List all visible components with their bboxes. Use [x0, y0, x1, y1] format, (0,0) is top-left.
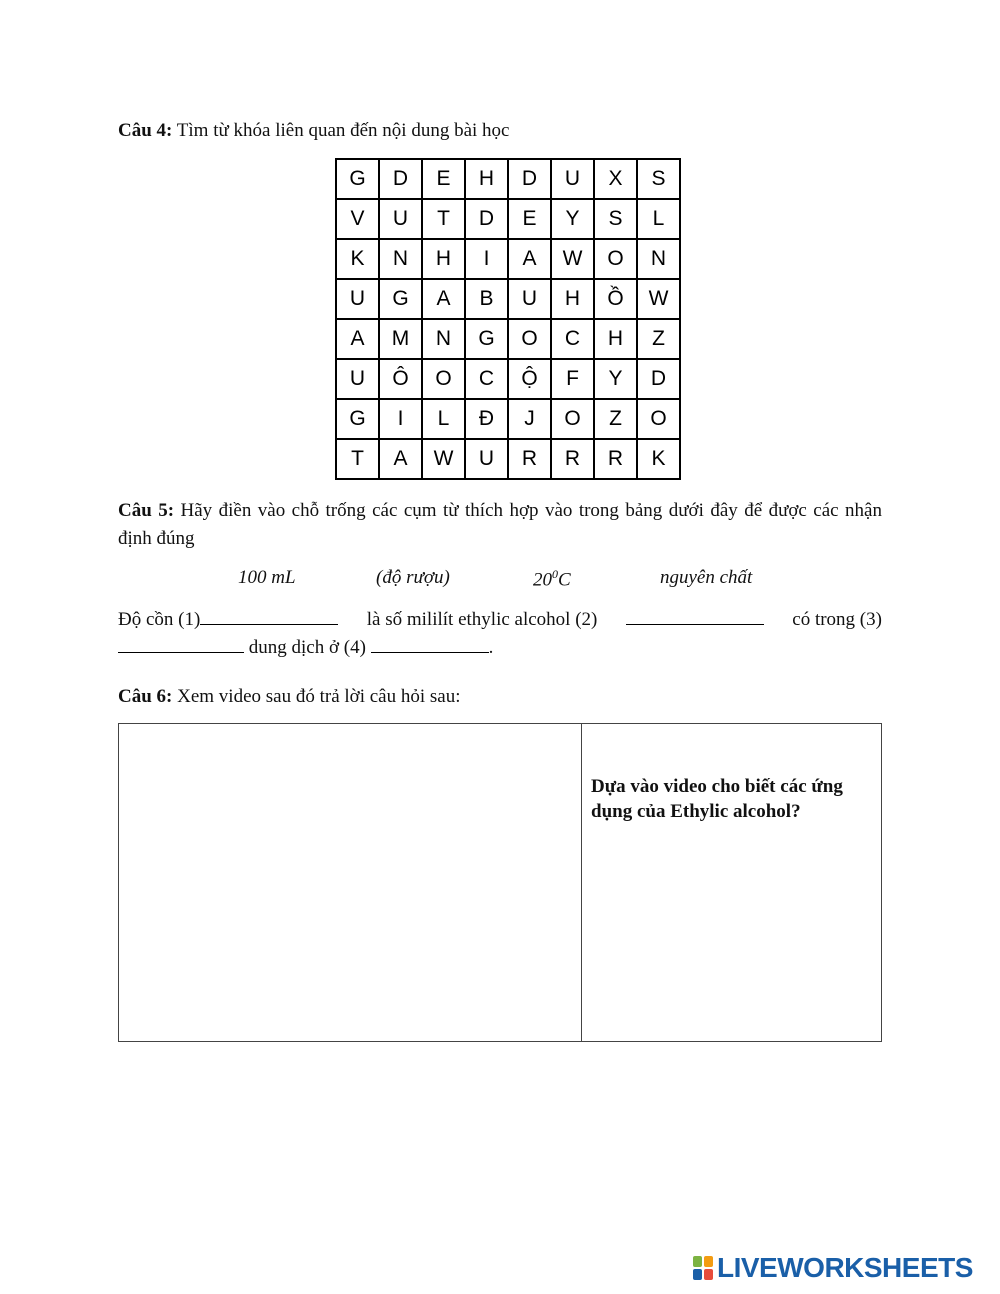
- grid-cell[interactable]: G: [336, 399, 379, 439]
- grid-cell[interactable]: O: [508, 319, 551, 359]
- grid-cell[interactable]: J: [508, 399, 551, 439]
- question-4-title: [118, 120, 510, 142]
- word-bank-20c-degree: 0: [552, 567, 558, 581]
- grid-cell[interactable]: G: [379, 279, 422, 319]
- grid-cell[interactable]: Y: [551, 199, 594, 239]
- video-question: Dựa vào video cho biết các ứng dụng của Ethylic alcohol?: [591, 776, 843, 822]
- word-bank-item-20c[interactable]: [533, 567, 571, 591]
- grid-cell[interactable]: S: [637, 159, 680, 199]
- blank-3[interactable]: [118, 634, 244, 653]
- grid-cell[interactable]: R: [594, 439, 637, 479]
- grid-cell[interactable]: V: [336, 199, 379, 239]
- grid-cell[interactable]: I: [379, 399, 422, 439]
- grid-cell[interactable]: A: [508, 239, 551, 279]
- grid-cell[interactable]: D: [379, 159, 422, 199]
- grid-cell[interactable]: E: [422, 159, 465, 199]
- word-bank-20c-base: 20: [533, 569, 552, 591]
- grid-cell[interactable]: L: [637, 199, 680, 239]
- grid-cell[interactable]: Đ: [465, 399, 508, 439]
- grid-cell[interactable]: G: [465, 319, 508, 359]
- question-6-text: Xem video sau đó trả lời câu hỏi sau:: [172, 686, 461, 707]
- question-6-title: [118, 686, 461, 708]
- grid-cell[interactable]: W: [637, 279, 680, 319]
- word-bank-item-nguyen-chat[interactable]: nguyên chất: [660, 567, 753, 588]
- grid-cell[interactable]: Z: [637, 319, 680, 359]
- grid-cell[interactable]: C: [551, 319, 594, 359]
- grid-cell[interactable]: O: [422, 359, 465, 399]
- grid-row: [336, 279, 680, 319]
- grid-cell[interactable]: L: [422, 399, 465, 439]
- blank-4[interactable]: [371, 634, 489, 653]
- grid-cell[interactable]: H: [422, 239, 465, 279]
- grid-cell[interactable]: D: [465, 199, 508, 239]
- grid-cell[interactable]: Y: [594, 359, 637, 399]
- grid-cell[interactable]: U: [336, 279, 379, 319]
- video-question-table: [118, 723, 882, 1042]
- grid-cell[interactable]: S: [594, 199, 637, 239]
- grid-cell[interactable]: U: [379, 199, 422, 239]
- blank-2[interactable]: [626, 606, 764, 625]
- grid-cell[interactable]: R: [551, 439, 594, 479]
- grid-cell[interactable]: W: [422, 439, 465, 479]
- word-bank-item-100ml[interactable]: 100 mL: [238, 567, 296, 588]
- grid-cell[interactable]: I: [465, 239, 508, 279]
- question-5-label: Câu 5:: [118, 500, 175, 521]
- grid-cell[interactable]: O: [594, 239, 637, 279]
- grid-cell[interactable]: N: [379, 239, 422, 279]
- grid-cell[interactable]: H: [551, 279, 594, 319]
- grid-cell[interactable]: K: [336, 239, 379, 279]
- word-search-table: [335, 158, 681, 480]
- video-placeholder[interactable]: [119, 724, 582, 1041]
- grid-cell[interactable]: G: [336, 159, 379, 199]
- grid-row: [336, 439, 680, 479]
- sentence-part-4: dung dịch ở (4): [248, 637, 366, 658]
- grid-cell[interactable]: Ồ: [594, 279, 637, 319]
- grid-cell[interactable]: T: [422, 199, 465, 239]
- grid-cell[interactable]: A: [336, 319, 379, 359]
- grid-cell[interactable]: K: [637, 439, 680, 479]
- grid-cell[interactable]: F: [551, 359, 594, 399]
- grid-cell[interactable]: U: [336, 359, 379, 399]
- grid-cell[interactable]: H: [465, 159, 508, 199]
- grid-cell[interactable]: U: [551, 159, 594, 199]
- grid-cell[interactable]: U: [508, 279, 551, 319]
- word-search-grid: [335, 158, 669, 476]
- question-5-text: Hãy điền vào chỗ trống các cụm từ thích hợp vào trong bảng dưới đây để được các nhận định đúng: [118, 500, 882, 549]
- grid-cell[interactable]: O: [551, 399, 594, 439]
- liveworksheets-logo-icon: [692, 1255, 714, 1281]
- grid-row: [336, 319, 680, 359]
- grid-row: [336, 239, 680, 279]
- grid-cell[interactable]: N: [637, 239, 680, 279]
- grid-row: [336, 159, 680, 199]
- question-4-text: Tìm từ khóa liên quan đến nội dung bài học: [172, 120, 510, 141]
- grid-cell[interactable]: X: [594, 159, 637, 199]
- grid-cell[interactable]: T: [336, 439, 379, 479]
- sentence-part-2: là số mililít ethylic alcohol (2): [366, 609, 598, 630]
- sentence-part-1: Độ cồn (1): [118, 609, 201, 630]
- question-5: [118, 497, 882, 553]
- fill-in-sentence: [118, 606, 882, 662]
- grid-cell[interactable]: A: [379, 439, 422, 479]
- grid-cell[interactable]: Ộ: [508, 359, 551, 399]
- word-bank-20c-unit: C: [558, 569, 571, 591]
- question-6-label: Câu 6:: [118, 686, 173, 707]
- grid-cell[interactable]: H: [594, 319, 637, 359]
- grid-cell[interactable]: E: [508, 199, 551, 239]
- blank-1[interactable]: [200, 606, 338, 625]
- grid-row: [336, 199, 680, 239]
- grid-cell[interactable]: O: [637, 399, 680, 439]
- grid-cell[interactable]: M: [379, 319, 422, 359]
- grid-cell[interactable]: A: [422, 279, 465, 319]
- question-4-label: Câu 4:: [118, 120, 173, 141]
- liveworksheets-logo-text: LIVEWORKSHEETS: [717, 1252, 973, 1283]
- grid-cell[interactable]: U: [465, 439, 508, 479]
- sentence-part-5: .: [488, 637, 494, 658]
- grid-cell[interactable]: Ô: [379, 359, 422, 399]
- word-bank-item-do-ruou[interactable]: (độ rượu): [376, 567, 450, 588]
- grid-cell[interactable]: C: [465, 359, 508, 399]
- grid-cell[interactable]: D: [637, 359, 680, 399]
- grid-cell[interactable]: R: [508, 439, 551, 479]
- liveworksheets-logo: [692, 1252, 973, 1284]
- sentence-part-3: có trong (3): [792, 609, 882, 630]
- grid-cell[interactable]: B: [465, 279, 508, 319]
- grid-cell[interactable]: W: [551, 239, 594, 279]
- grid-row: [336, 359, 680, 399]
- grid-cell[interactable]: D: [508, 159, 551, 199]
- grid-row: [336, 399, 680, 439]
- grid-cell[interactable]: N: [422, 319, 465, 359]
- grid-cell[interactable]: Z: [594, 399, 637, 439]
